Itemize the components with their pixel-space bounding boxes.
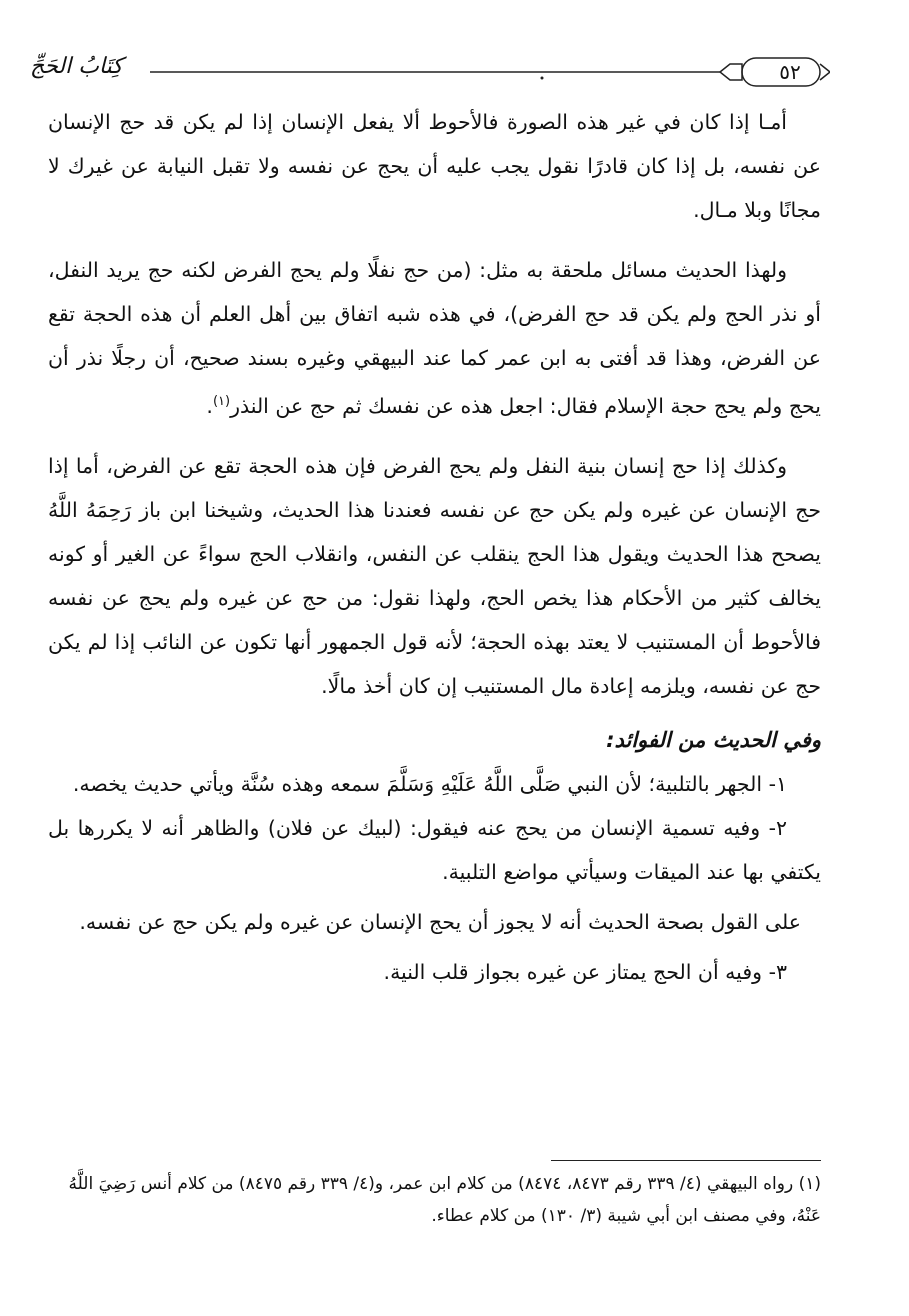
book-title: كِتَابُ الحَجِّ (30, 54, 123, 79)
footnotes (48, 1168, 821, 1232)
paragraph-1: أمـا إذا كان في غير هذه الصورة فالأحوط ألا يفعل الإنسان إذا لم يكن قد حج الإنسان عن نفسه، بل إذا كان قادرًا نقول يجب عليه أن يحج عن نفسه ولا تقبل النيابة عن غيرك لا مجانًا وبلا مـال. (48, 110, 821, 222)
header-ornament-rule (30, 52, 830, 92)
paragraph-3: وكذلك إذا حج إنسان بنية النفل ولم يحج الفرض فإن هذه الحجة تقع عن الفرض، أما إذا حج الإنسان عن غيره ولم يكن حج عن نفسه فعندنا هذا الحديث، وشيخنا ابن باز رَحِمَهُ اللَّهُ يصحح هذا الحديث ويقول هذا الحج ينقلب عن النفس، وانقلاب الحج سواءً عن الغير أو كونه يخالف كثير من الأحكام هذا يخص الحج، ولهذا نقول: من حج عن غيره ولم يحج عن نفسه فالأحوط أن المستنيب لا يعتد بهذه الحجة؛ لأنه قول الجمهور أنها تكون عن النائب إذا لم يكن حج عن نفسه، ويلزمه إعادة مال المستنيب إن كان أخذ مالًا. (48, 453, 821, 698)
benefit-item: على القول بصحة الحديث أنه لا يجوز أن يحج الإنسان عن غيره ولم يكن حج عن نفسه. (79, 909, 801, 934)
footnote-1: (١) رواه البيهقي (٤/ ٣٣٩ رقم ٨٤٧٣، ٨٤٧٤) من كلام ابن عمر، و(٤/ ٣٣٩ رقم ٨٤٧٥) من كلام أنس رَضِيَ اللَّهُ عَنْهُ، وفي مصنف ابن أبي شيبة (٣/ ١٣٠) من كلام عطاء. (68, 1174, 821, 1226)
benefit-item: ٢- وفيه تسمية الإنسان من يحج عنه فيقول: (لبيك عن فلان) والظاهر أنه لا يكررها بل يكتفي بها عند الميقات وسيأتي مواضع التلبية. (48, 815, 821, 884)
benefit-item: ١- الجهر بالتلبية؛ لأن النبي صَلَّى اللَّهُ عَلَيْهِ وَسَلَّمَ سمعه وهذه سُنَّة ويأتي حديث يخصه. (72, 771, 787, 796)
main-text (48, 100, 821, 994)
page-number: ٥٢ (779, 60, 801, 84)
paragraph-2-text: ولهذا الحديث مسائل ملحقة به مثل: (من حج نفلًا ولم يحج الفرض لكنه حج يريد النفل، أو نذر الحج ولم يكن قد حج الفرض)، في هذه شبه اتفاق بين أهل العلم أن هذه الحجة تقع عن الفرض، وهذا قد أفتى به ابن عمر كما عند البيهقي وغيره بسند صحيح، أن رجلًا نذر أن يحج ولم يحج حجة الإسلام فقال: اجعل هذه عن نفسك ثم حج عن النذر (48, 258, 821, 418)
benefit-item: ٣- وفيه أن الحج يمتاز عن غيره بجواز قلب النية. (383, 959, 787, 984)
footnote-separator (551, 1160, 821, 1161)
footnote-ref: (١) (212, 394, 231, 409)
benefits-heading: وفي الحديث من الفوائد: (606, 727, 821, 752)
page-header (30, 52, 830, 92)
paragraph-2: ولهذا الحديث مسائل ملحقة به مثل: (من حج نفلًا ولم يحج الفرض لكنه حج يريد النفل، أو نذر الحج ولم يكن قد حج الفرض)، في هذه شبه اتفاق بين أهل العلم أن هذه الحجة تقع عن الفرض، وهذا قد أفتى به ابن عمر كما عند البيهقي وغيره بسند صحيح، أن رجلًا نذر أن يحج ولم يحج حجة الإسلام فقال: اجعل هذه عن نفسك ثم حج عن النذر$^{(١)}$. (48, 258, 821, 418)
